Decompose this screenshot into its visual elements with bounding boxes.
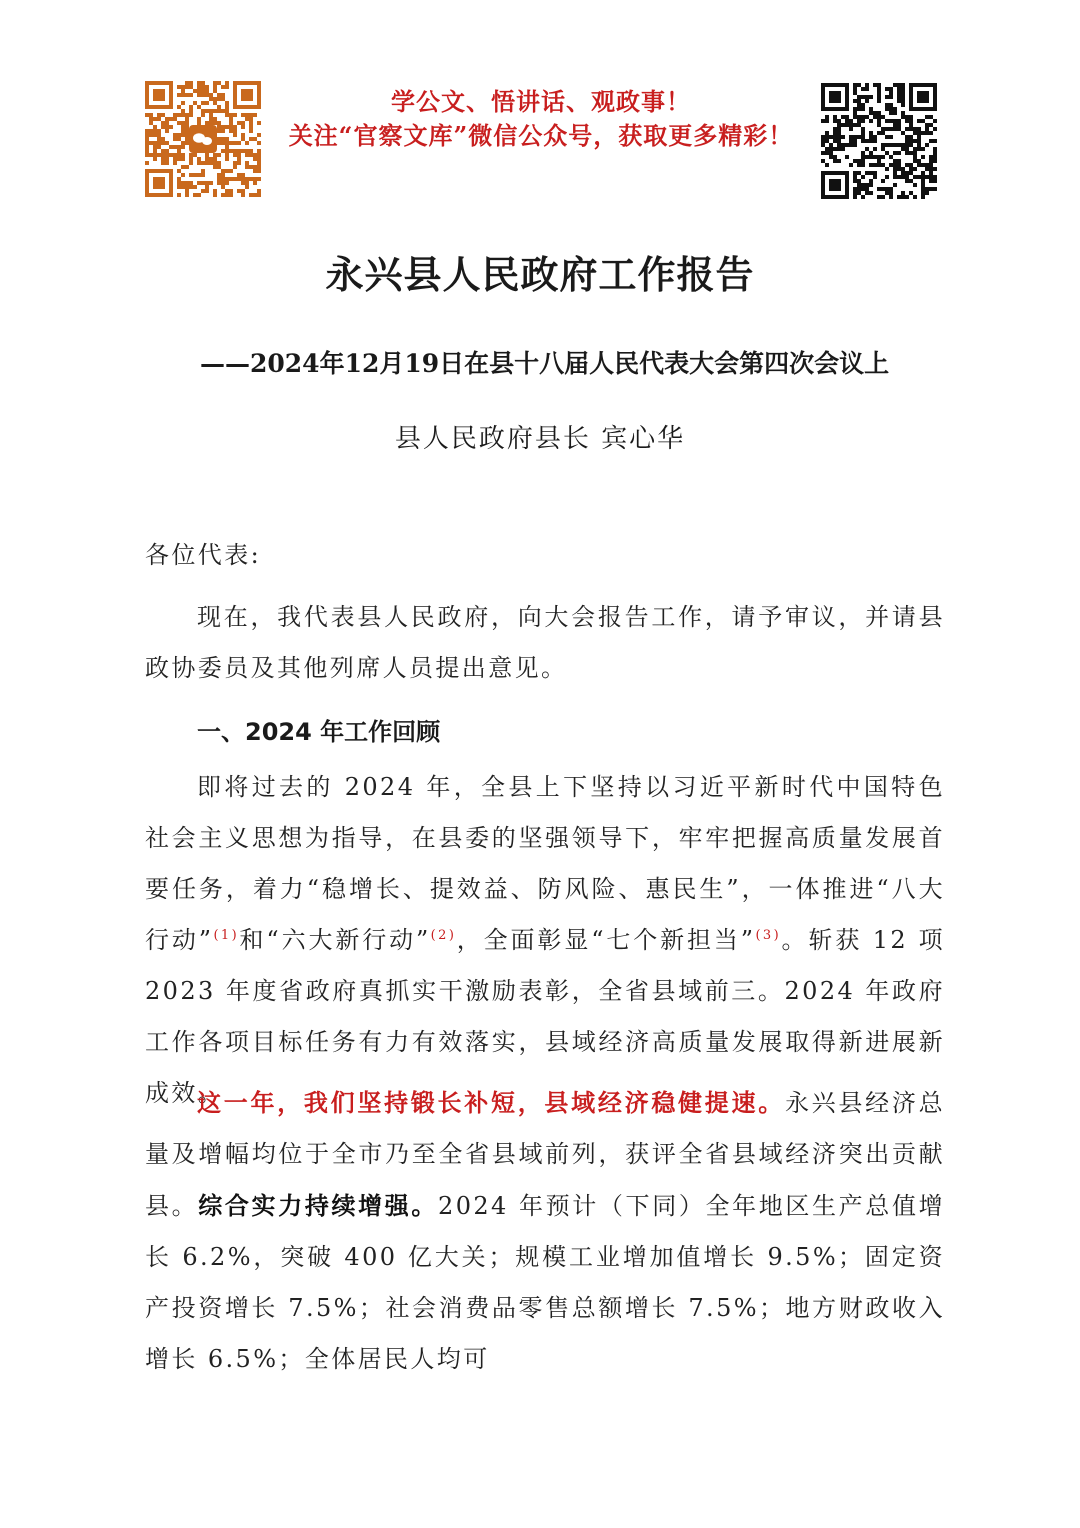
qr-code-icon (818, 80, 940, 200)
economy-text-1: 永兴县经济总量及增幅均位于全市乃至全省县域前列，获评全省县域经济突出贡献县。 (145, 1089, 945, 1220)
banner-follow-prompt: 关注“官察文库”微信公众号，获取更多精彩！ (288, 121, 794, 150)
footnote-marker: (3) (755, 928, 782, 943)
highlight-lead: 这一年，我们坚持锻长补短，县域经济稳健提速。 (197, 1088, 785, 1117)
footnote-marker: (1) (213, 928, 240, 943)
wechat-qr-code-icon (142, 78, 264, 198)
document-title: 永兴县人民政府工作报告 (325, 252, 755, 297)
document-subtitle: ——2024年12月19日在县十八届人民代表大会第四次会议上 (200, 349, 890, 378)
intro-paragraph: 现在，我代表县人民政府，向大会报告工作，请予审议，并请县政协委员及其他列席人员提出意见。 (145, 603, 945, 682)
economy-paragraph (145, 1077, 945, 1385)
review-text-4: 。斩获 12 项 2023 年度省政府真抓实干激励表彰，全省县域前三。2024 年政府工作各项目标任务有力有效落实，县域经济高质量发展取得新进展新成效。 (145, 926, 945, 1107)
review-text-2: 和“六大新行动” (239, 926, 431, 954)
economy-text-2: 2024 年预计（下同）全年地区生产总值增长 6.2%，突破 400 亿大关；规模工业增加值增长 9.5%；固定资产投资增长 7.5%；社会消费品零售总额增长 7.5%；地方财政收入增长 6.5%；全体居民人均可 (145, 1192, 945, 1373)
document-author: 县人民政府县长 宾心华 (394, 424, 686, 454)
review-text-3: ，全面彰显“七个新担当” (456, 926, 756, 954)
banner-slogan: 学公文、悟讲话、观政事！ (391, 87, 691, 116)
review-text-1: 即将过去的 2024 年，全县上下坚持以习近平新时代中国特色社会主义思想为指导，在县委的坚强领导下，牢牢把握高质量发展首要任务，着力“稳增长、提效益、防风险、惠民生”，一体推进“八大行动” (145, 773, 945, 954)
salutation: 各位代表: (145, 541, 262, 569)
section-heading: 一、2024 年工作回顾 (197, 718, 441, 746)
footnote-marker: (2) (430, 928, 457, 943)
review-paragraph (145, 762, 945, 1119)
bold-lead: 综合实力持续增强。 (198, 1191, 439, 1220)
